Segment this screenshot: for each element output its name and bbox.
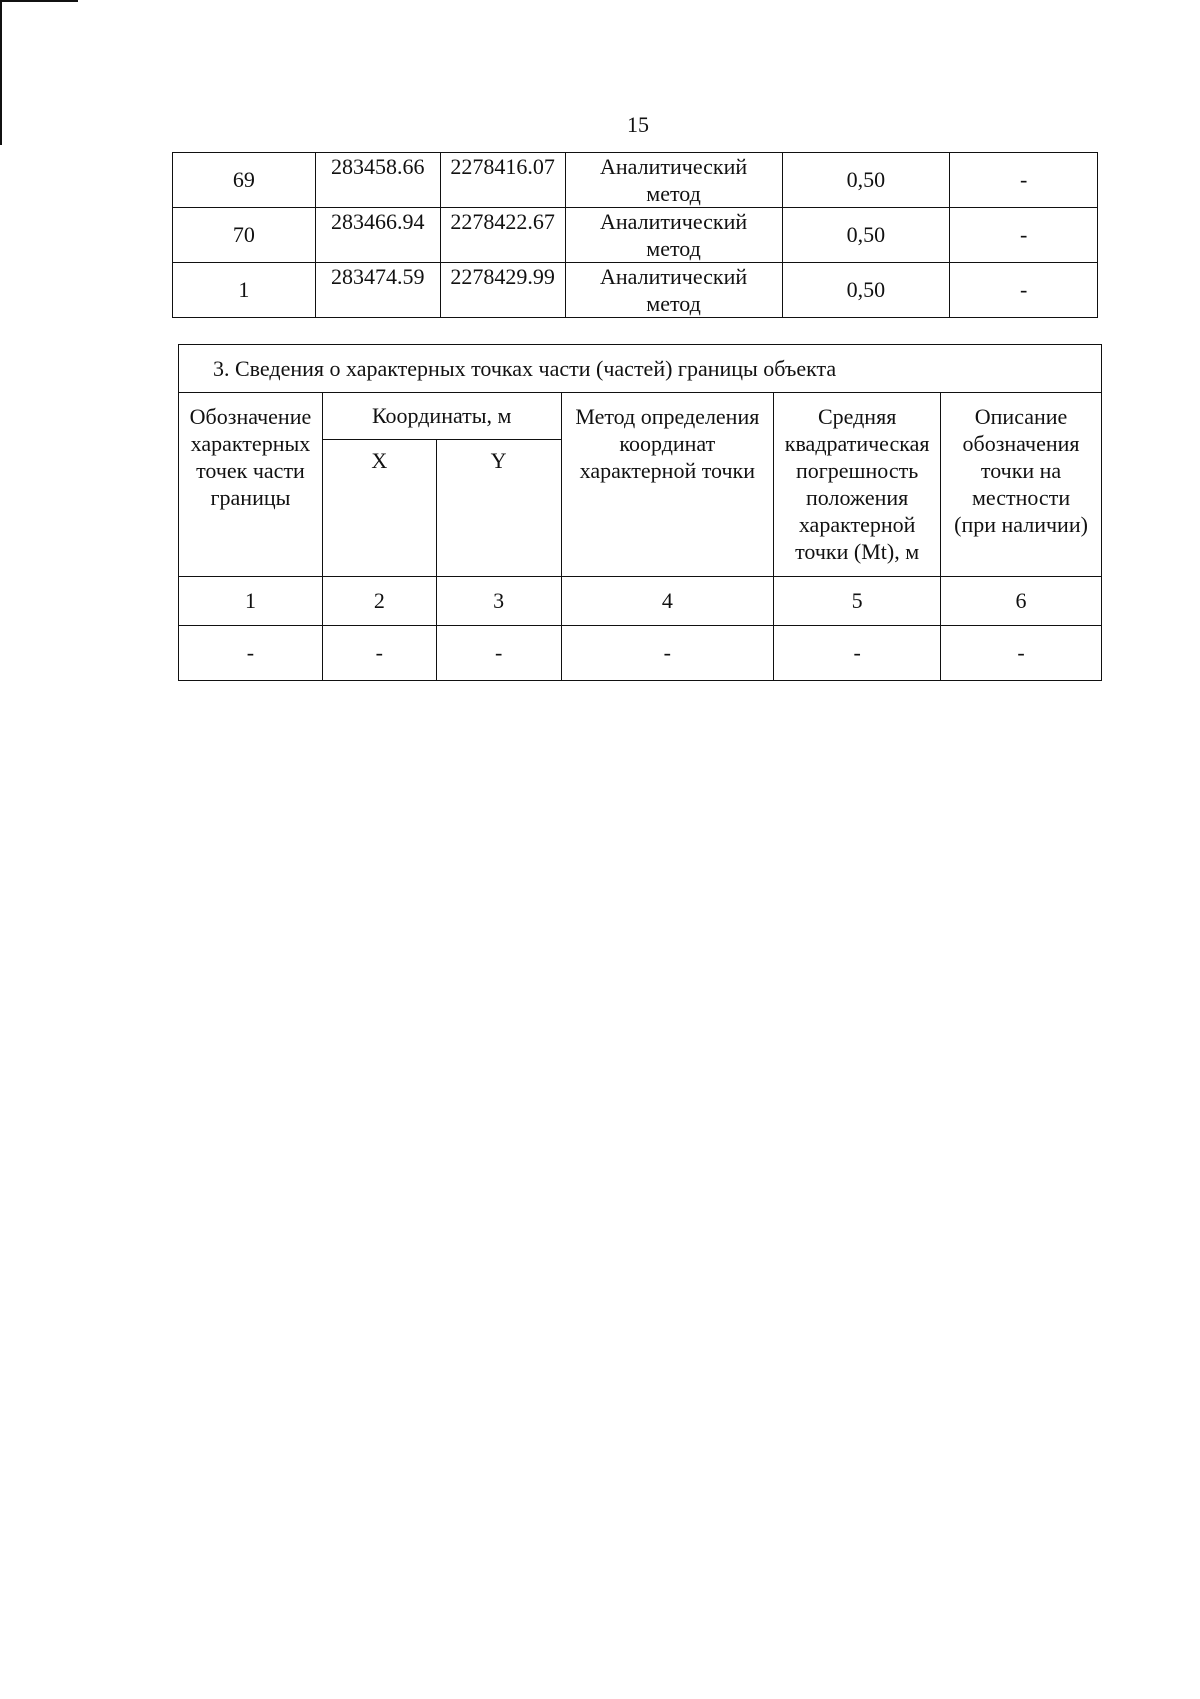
column-number: 5 <box>774 577 941 626</box>
table-cell: - <box>941 626 1102 681</box>
section3-table <box>178 344 1102 681</box>
header-line: квадратическая <box>784 431 930 456</box>
table-cell: - <box>322 626 436 681</box>
header-line: характерной точки <box>579 458 756 483</box>
header-line: границы <box>210 485 291 510</box>
header-line: местности <box>972 485 1071 510</box>
page-number: 15 <box>627 112 649 137</box>
table-row <box>173 208 1098 263</box>
header-x: X <box>322 440 436 577</box>
column-number-row <box>179 577 1102 626</box>
table-cell: - <box>436 626 561 681</box>
description-value: - <box>950 153 1098 208</box>
header-line: Средняя <box>817 404 897 429</box>
method-line1: Аналитический <box>600 264 748 289</box>
table-cell: - <box>179 626 323 681</box>
column-number: 1 <box>179 577 323 626</box>
table-cell: - <box>774 626 941 681</box>
header-line: характерных <box>190 431 311 456</box>
column-number: 4 <box>561 577 774 626</box>
coordinates-table <box>172 152 1098 318</box>
method-line2: метод <box>646 291 701 316</box>
header-line: Метод определения <box>575 404 760 429</box>
header-line: (при наличии) <box>954 512 1088 537</box>
column-number: 6 <box>941 577 1102 626</box>
coord-x: 283458.66 <box>315 153 440 208</box>
accuracy-value: 0,50 <box>782 153 950 208</box>
coord-y: 2278422.67 <box>440 208 565 263</box>
table-cell: - <box>561 626 774 681</box>
header-accuracy <box>774 393 941 577</box>
method-cell <box>565 208 782 263</box>
description-value: - <box>950 208 1098 263</box>
table-row <box>179 626 1102 681</box>
point-number: 69 <box>173 153 316 208</box>
header-line: характерной <box>798 512 916 537</box>
point-number: 1 <box>173 263 316 318</box>
accuracy-value: 0,50 <box>782 208 950 263</box>
coord-x: 283474.59 <box>315 263 440 318</box>
coord-y: 2278416.07 <box>440 153 565 208</box>
column-number: 2 <box>322 577 436 626</box>
method-line1: Аналитический <box>600 209 748 234</box>
method-line2: метод <box>646 236 701 261</box>
section3-title: 3. Сведения о характерных точках части (частей) границы объекта <box>179 345 1102 393</box>
header-line: обозначения <box>962 431 1080 456</box>
header-designation <box>179 393 323 577</box>
header-line: точки (Mt), м <box>795 539 920 564</box>
method-cell <box>565 153 782 208</box>
header-coordinates: Координаты, м <box>322 393 561 440</box>
coord-x: 283466.94 <box>315 208 440 263</box>
table-row <box>173 263 1098 318</box>
header-line: координат <box>619 431 716 456</box>
scan-border-top <box>0 0 78 2</box>
header-y: Y <box>436 440 561 577</box>
method-cell <box>565 263 782 318</box>
accuracy-value: 0,50 <box>782 263 950 318</box>
description-value: - <box>950 263 1098 318</box>
column-number: 3 <box>436 577 561 626</box>
header-line: Описание <box>974 404 1068 429</box>
header-line: Обозначение <box>189 404 312 429</box>
point-number: 70 <box>173 208 316 263</box>
header-line: положения <box>806 485 909 510</box>
header-line: точек части <box>196 458 305 483</box>
header-description <box>941 393 1102 577</box>
method-line1: Аналитический <box>600 154 748 179</box>
header-line: точки на <box>980 458 1062 483</box>
coord-y: 2278429.99 <box>440 263 565 318</box>
header-method <box>561 393 774 577</box>
method-line2: метод <box>646 181 701 206</box>
header-line: погрешность <box>796 458 919 483</box>
table-row <box>173 153 1098 208</box>
